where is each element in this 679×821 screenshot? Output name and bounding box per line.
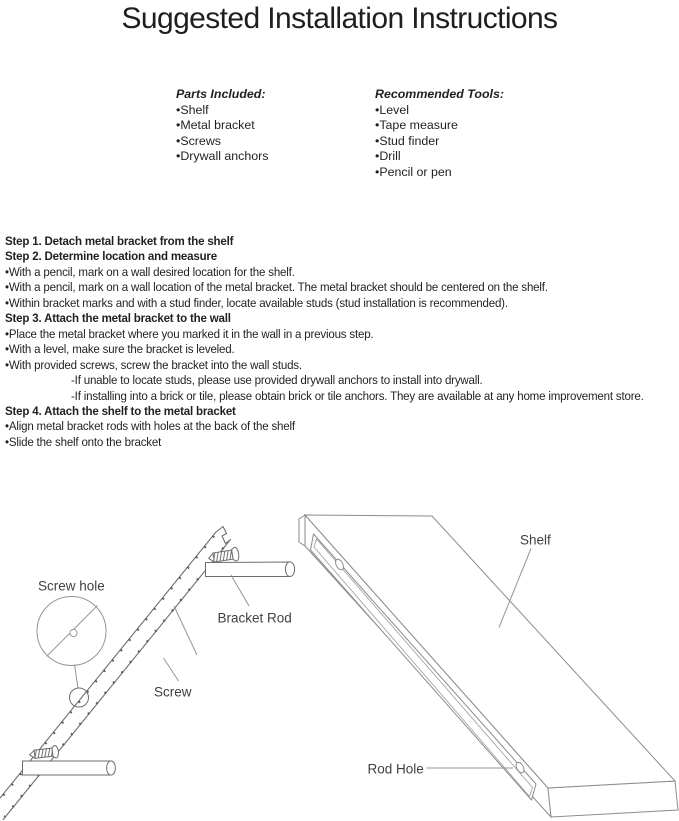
step-4-heading: Step 4. Attach the shelf to the metal bracket bbox=[5, 403, 236, 418]
magnified-screw-hole-notch bbox=[70, 629, 77, 636]
step-1-heading: Step 1. Detach metal bracket from the shelf bbox=[5, 234, 234, 248]
installation-diagram bbox=[0, 480, 679, 821]
screw-hole-label: Screw hole bbox=[38, 578, 105, 594]
recommended-tools-list bbox=[375, 87, 504, 181]
tools-item: •Level bbox=[375, 102, 409, 117]
step-bullet: •Slide the shelf onto the bracket bbox=[5, 434, 162, 449]
rail-screw-hole-circle bbox=[70, 688, 89, 707]
rail-slot-leader-line bbox=[174, 606, 197, 655]
tools-item: •Pencil or pen bbox=[375, 164, 452, 179]
step-sub-note: -If unable to locate studs, please use provided drywall anchors to install into drywall. bbox=[71, 373, 483, 388]
step-bullet: •With a level, make sure the bracket is leveled. bbox=[5, 342, 235, 357]
shelf-drawing bbox=[299, 515, 678, 817]
magnifier-connector-line bbox=[75, 665, 79, 689]
rod-hole-label: Rod Hole bbox=[367, 761, 424, 777]
parts-heading: Parts Included: bbox=[176, 87, 266, 101]
tools-item: •Stud finder bbox=[375, 133, 440, 148]
shelf-end-face bbox=[299, 515, 305, 546]
bracket-rod-top bbox=[206, 562, 295, 577]
tools-item: •Tape measure bbox=[375, 118, 458, 133]
instructions-steps bbox=[5, 234, 644, 450]
parts-item: •Screws bbox=[176, 133, 221, 148]
screw-leader-line bbox=[164, 658, 179, 681]
parts-item: •Metal bracket bbox=[176, 118, 255, 133]
bracket-rail bbox=[0, 527, 231, 821]
step-bullet: •With a pencil, mark on a wall location of the metal bracket. The metal bracket should be centered on the shelf. bbox=[5, 280, 548, 295]
step-2-heading: Step 2. Determine location and measure bbox=[5, 249, 217, 264]
parts-item: •Drywall anchors bbox=[176, 149, 269, 164]
step-bullet: •Place the metal bracket where you marked it in the wall in a previous step. bbox=[5, 326, 374, 341]
screw-bottom bbox=[29, 745, 59, 761]
bracket-rod-leader-line bbox=[231, 575, 249, 606]
step-bullet: •With a pencil, mark on a wall desired location for the shelf. bbox=[5, 264, 295, 279]
shelf-label: Shelf bbox=[520, 532, 551, 548]
step-3-heading: Step 3. Attach the metal bracket to the wall bbox=[5, 311, 231, 326]
screw-label: Screw bbox=[154, 684, 192, 700]
tools-heading: Recommended Tools: bbox=[375, 87, 504, 101]
step-bullet: •With provided screws, screw the bracket into the wall studs. bbox=[5, 357, 302, 372]
step-sub-note: -If installing into a brick or tile, please obtain brick or tile anchors. They are available at any home improvement store. bbox=[71, 388, 644, 403]
tools-item: •Drill bbox=[375, 149, 401, 164]
step-bullet: •Within bracket marks and with a stud finder, locate available studs (stud installation is recommended). bbox=[5, 295, 508, 310]
step-bullet: •Align metal bracket rods with holes at the back of the shelf bbox=[5, 419, 295, 434]
page-title: Suggested Installation Instructions bbox=[121, 2, 558, 35]
bracket-rod-label: Bracket Rod bbox=[217, 610, 292, 626]
bracket-rod-bottom bbox=[23, 761, 116, 775]
parts-included-list bbox=[176, 87, 268, 165]
parts-item: •Shelf bbox=[176, 102, 209, 117]
